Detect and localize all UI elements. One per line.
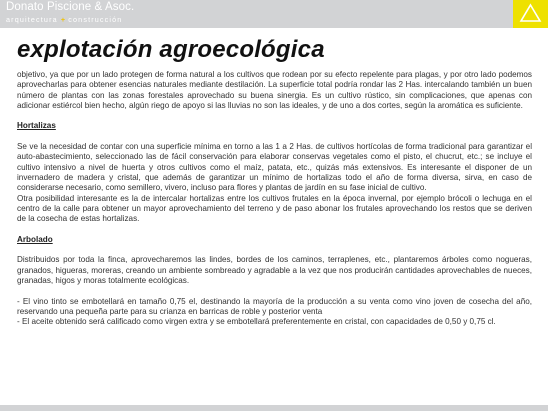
footer-bar xyxy=(0,405,548,411)
arbolado-heading: Arbolado xyxy=(17,234,53,244)
header-bar xyxy=(0,0,548,28)
arbolado-paragraph-2: - El vino tinto se embotellará en tamaño 0,75 el, destinando la mayoría de la producción a su venta como vino joven de cosecha del año, reservando una pequeña parte para su crianza en barricas de roble y posterior venta xyxy=(17,296,532,316)
logo-triangle-icon xyxy=(513,0,548,28)
brand-tagline-separator: + xyxy=(60,15,66,24)
brand-tagline xyxy=(6,15,122,24)
intro-paragraph: objetivo, ya que por un lado protegen de forma natural a los cultivos que rodean por su efecto repelente para plagas, y por otro lado podemos aprovecharlas para obtener esencias naturales mediante destilación. La superficie total podría rondar las 2 Has. intercalando también un buen número de plantas con las zonas forestales aprovechado su buena sinergia. Es un cultivo rústico, sin complicaciones, que apenas con adicionar estiércol bien hecho, algún riego de apoyo si las lluvias no son las ideales, y de uno a dos cortes, según la aromática es suficiente. xyxy=(17,70,532,110)
brand-tagline-right: construcción xyxy=(68,15,123,24)
hortalizas-heading: Hortalizas xyxy=(17,121,56,131)
arbolado-paragraph-3: - El aceite obtenido será calificado como virgen extra y se embotellará preferentemente en cristal, con capacidades de 0,50 y 0,75 cl. xyxy=(17,317,496,327)
hortalizas-paragraph-2: Otra posibilidad interesante es la de intercalar hortalizas entre los cultivos frutales en la época invernal, por ejemplo brócoli o lechuga en el centro de la calle para obtener un mayor aprovechamiento del terreno y de paso abonar los frutales aprovechando los restos que se deriven de la cosecha de estas hortalizas. xyxy=(17,193,532,224)
yellow-triangle-logo-icon xyxy=(513,0,548,28)
brand-tagline-left: arquitectura xyxy=(6,15,58,24)
hortalizas-paragraph-1: Se ve la necesidad de contar con una superficie mínima en torno a las 1 a 2 Has. de cultivos hortícolas de forma tradicional para garantizar el auto-abastecimiento, seleccionado las de fácil conservación para elaborar conservas vegetales como el pisto, el chucrut, etc.; se incluye el cultivo intensivo a nivel de huerta y otros cultivos como el maíz, patata, etc., quizás más extensivos. Es interesante el disponer de un invernadero de madera y cristal, que además de garantizar un mínimo de hortalizas todo el año de forma diversa, sirva, en caso de considerarse necesario, como semillero, vivero, incluso para flores y plantas de jardín en su fase inicial de cultivo. xyxy=(17,142,532,193)
brand-name: Donato Piscione & Asoc. xyxy=(6,1,135,13)
page-title: explotación agroecológica xyxy=(17,36,325,63)
document-body xyxy=(17,70,532,327)
arbolado-paragraph-1: Distribuidos por toda la finca, aprovecharemos las lindes, bordes de los caminos, terraplenes, etc., plantaremos árboles como nogueras, granados, higueras, moreras, creando un ambiente sombreado y agradable a la vez que nos producirán cantidades aprovechables de nueces, granadas, higos y moras totalmente ecológicas. xyxy=(17,255,532,285)
